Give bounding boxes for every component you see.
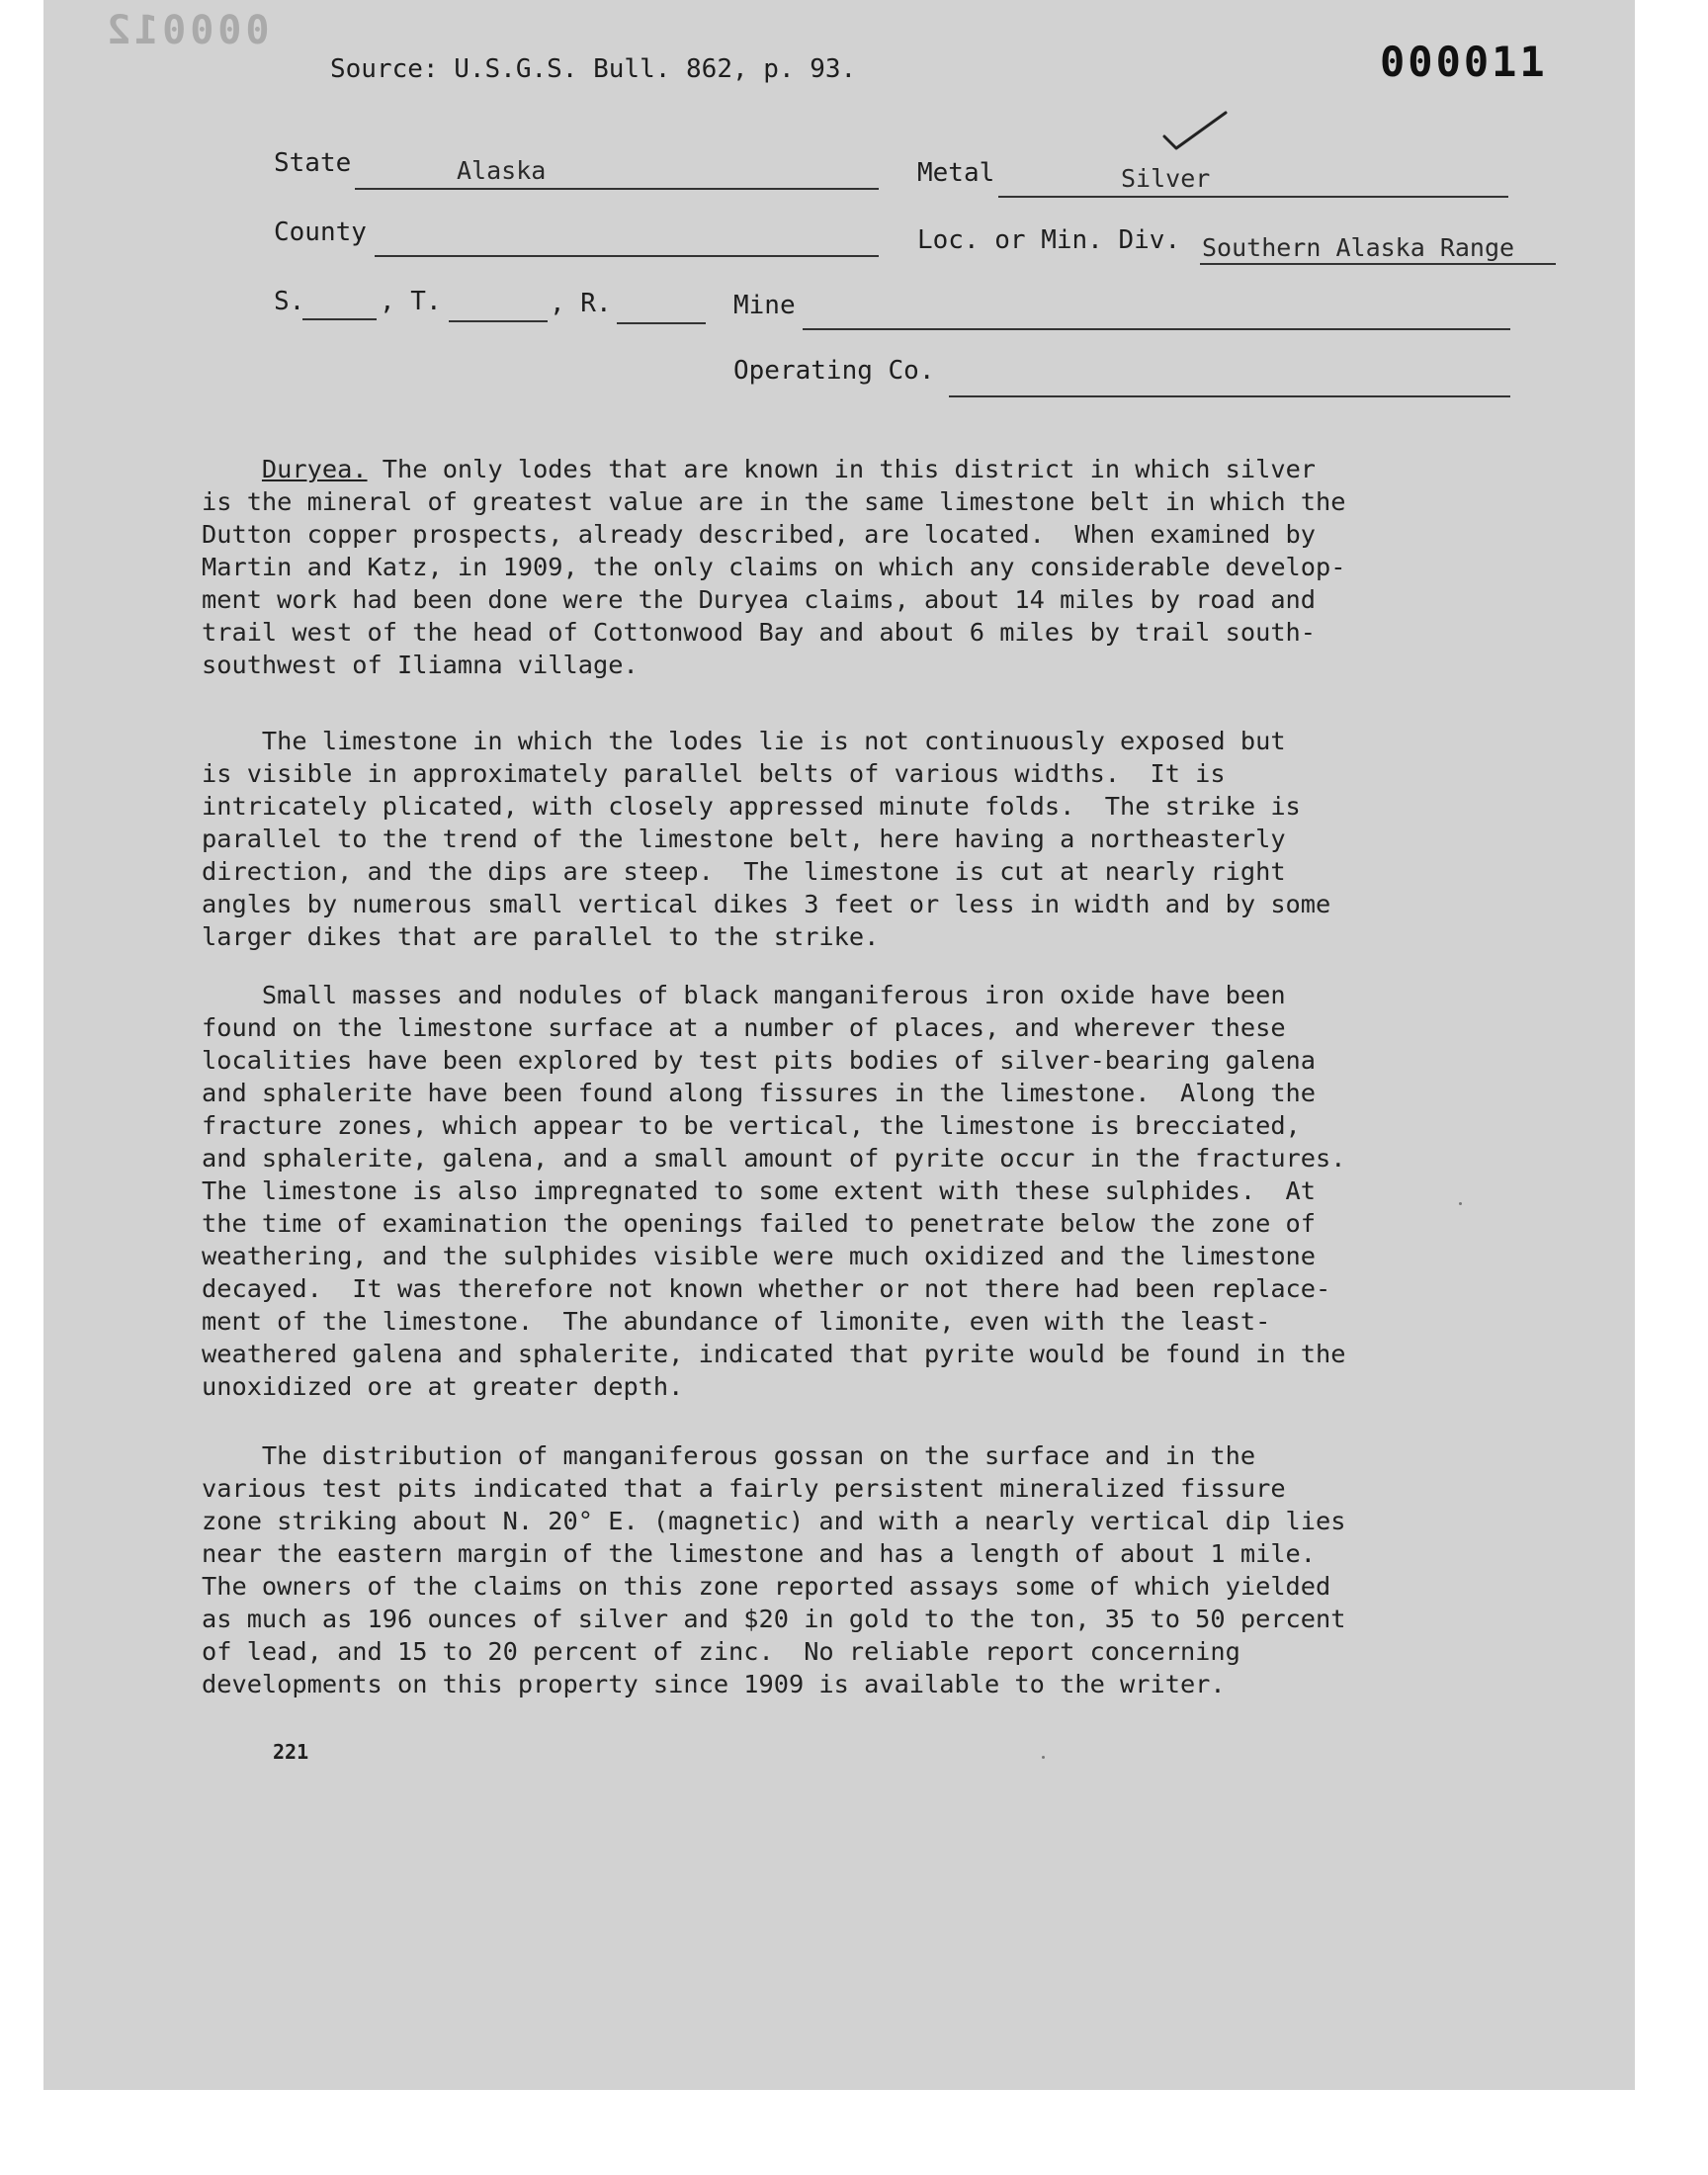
document-number: 000011 [1380,38,1548,86]
range-underline [617,322,706,324]
paragraph-distribution: The distribution of manganiferous gossan on the surface and in the various test pits indicated that a fairly persistent mineralized fissure zone striking about N. 20° E. (magnetic) and with a nearly vertical dip lies near the eastern margin of the limestone and has a length of about 1 mile. The owners of the claims on this zone reported assays some of which yielded as much as 196 ounces of silver and $20 in gold to the ton, 35 to 50 percent of lead, and 15 to 20 percent of zinc. No reliable report concerning developments on this property since 1909 is available to the writer. [202,1441,1346,1698]
section-label: S. [274,287,305,316]
section-underline [302,318,377,320]
paragraph-duryea-text: The only lodes that are known in this district in which silver is the mineral of greatest value are in the same limestone belt in which the Dutton copper prospects, already described, are located. When examined by Martin and Katz, in 1909, the only claims on which any considerable develop- ment work had been done were the Duryea claims, about 14 miles by road and trail west of the head of Cottonwood Bay and about 6 miles by trail south- southwest of Iliamna village. [202,455,1346,679]
bleed-through-number: 000012 [103,8,270,53]
mine-underline [803,328,1510,330]
paper-speck [1459,1202,1462,1205]
metal-underline [998,196,1508,198]
operating-co-underline [949,395,1510,397]
metal-value: Silver [1121,164,1211,193]
checkmark-icon [1160,109,1230,154]
township-underline [449,320,548,322]
county-label: County [274,218,367,247]
metal-label: Metal [917,158,995,188]
page-number: 221 [273,1740,309,1764]
operating-co-label: Operating Co. [733,356,935,386]
paragraph-limestone: The limestone in which the lodes lie is not continuously exposed but is visible in approximately parallel belts of various widths. It is intricately plicated, with closely appressed minute folds. The strike is parallel to the trend of the limestone belt, here having a northeasterly direction, and the dips are steep. The limestone is cut at nearly right angles by numerous small vertical dikes 3 feet or less in width and by some larger dikes that are parallel to the strike. [202,727,1331,951]
paragraph-nodules: Small masses and nodules of black manganiferous iron oxide have been found on the limestone surface at a number of places, and wherever these localities have been explored by test pits bodies of silver-bearing galena and sphalerite have been found along fissures in the limestone. Along the fracture zones, which appear to be vertical, the limestone is brecciated, and sphalerite, galena, and a small amount of pyrite occur in the fractures. The limestone is also impregnated to some extent with these sulphides. At the time of examination the openings failed to penetrate below the zone of weathering, and the sulphides visible were much oxidized and the limestone decayed. It was therefore not known whether or not there had been replace- ment of the limestone. The abundance of limonite, even with the least- weathered galena and sphalerite, indicated that pyrite would be found in the unoxidized ore at greater depth. [202,981,1346,1401]
state-label: State [274,148,352,178]
source-citation: Source: U.S.G.S. Bull. 862, p. 93. [330,54,857,84]
state-value: Alaska [457,156,547,185]
loc-underline [1200,263,1556,265]
paragraph-duryea [202,453,1516,681]
county-underline [375,255,879,257]
township-label: , T. [380,287,442,316]
loc-value: Southern Alaska Range [1202,233,1515,262]
range-label: , R. [550,289,612,318]
loc-label: Loc. or Min. Div. [917,225,1181,255]
document-sheet [43,0,1635,2090]
paper-speck [1042,1756,1045,1759]
lead-word: Duryea. [261,455,368,483]
state-underline [355,188,879,190]
mine-label: Mine [733,291,796,320]
